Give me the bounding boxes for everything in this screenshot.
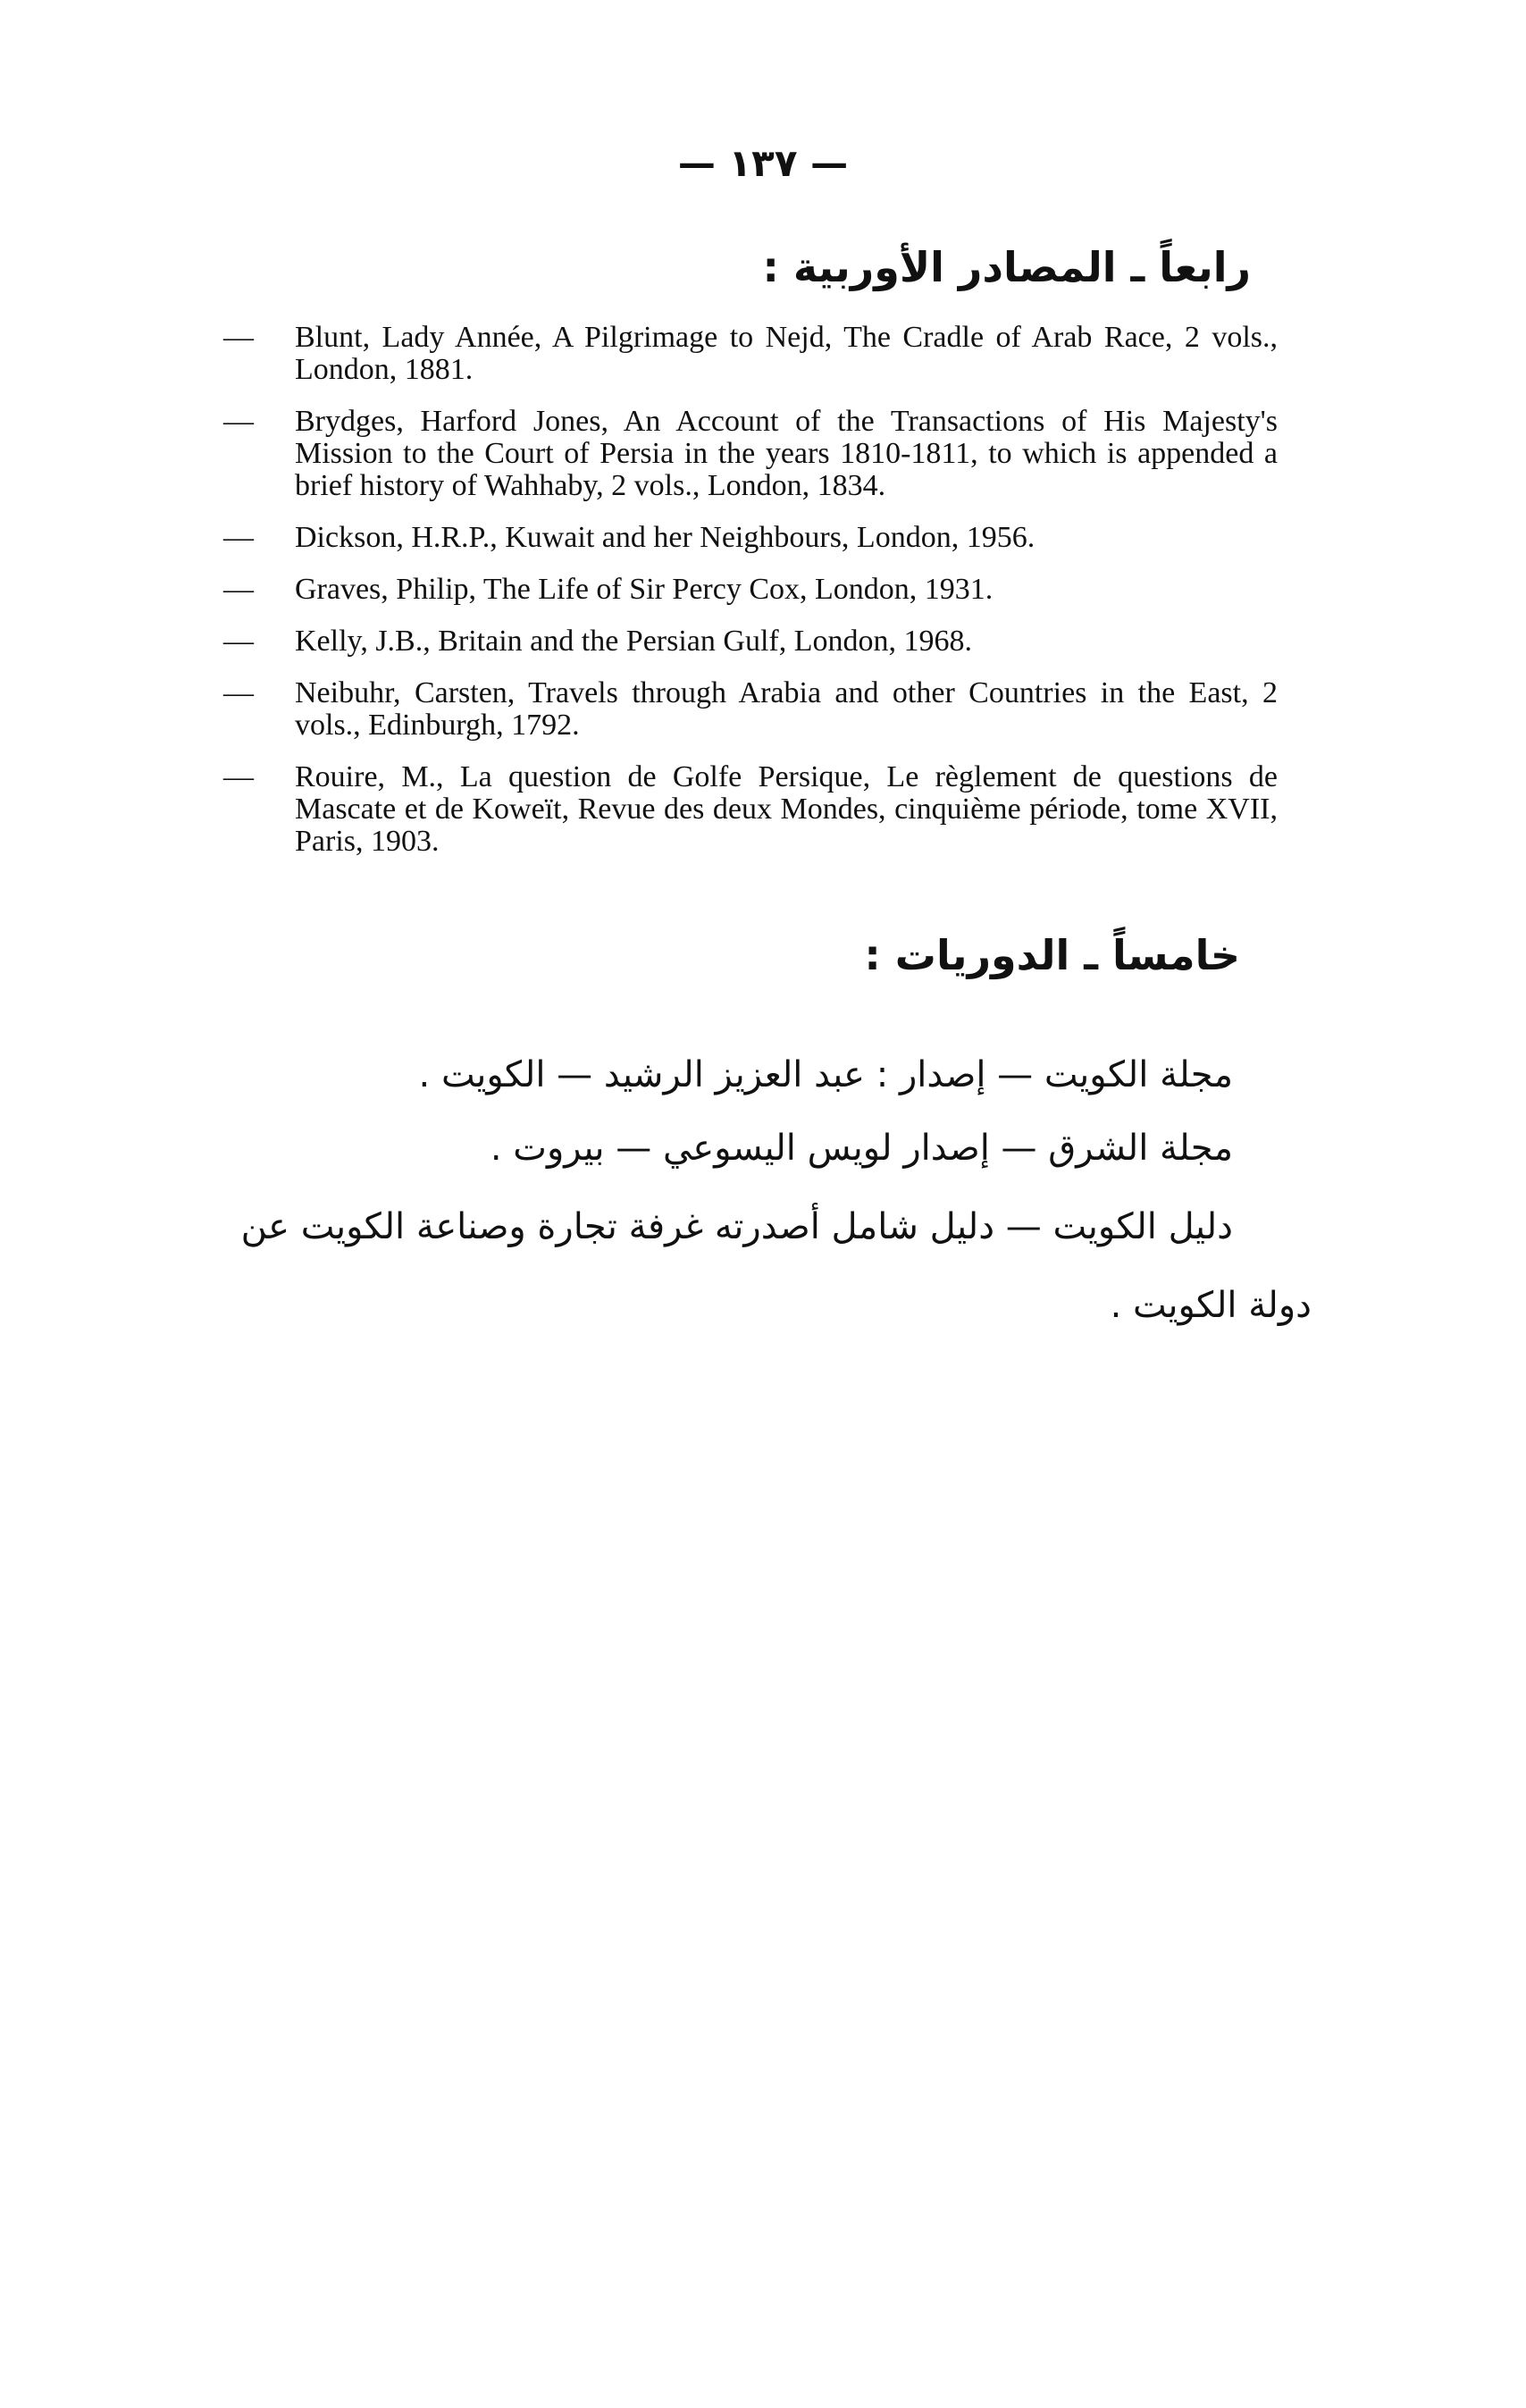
periodical-entry-alsharq-magazine: مجلة الشرق — إصدار لويس اليسوعي — بيروت . (490, 1128, 1233, 1169)
reference-item (223, 761, 1278, 858)
list-dash: — (223, 760, 254, 793)
list-dash: — (223, 521, 254, 554)
reference-text: Dickson, H.R.P., Kuwait and her Neighbours, London, 1956. (295, 521, 1036, 554)
reference-item (223, 677, 1278, 742)
list-dash: — (223, 405, 254, 438)
european-references-list (223, 322, 1278, 877)
reference-text: Neibuhr, Carsten, Travels through Arabia and other Countries in the East, 2 vols., Edinburgh, 1792. (295, 676, 1278, 742)
periodical-entry-kuwait-guide: دليل الكويت — دليل شامل أصدرته غرفة تجارة وصناعة الكويت عن (240, 1206, 1233, 1247)
list-dash: — (223, 321, 254, 354)
reference-text: Graves, Philip, The Life of Sir Percy Cox, London, 1931. (295, 573, 994, 606)
reference-text: Blunt, Lady Année, A Pilgrimage to Nejd, The Cradle of Arab Race, 2 vols., London, 1881. (295, 321, 1278, 386)
section-heading-european-sources: رابعاً ـ المصادر الأوربية : (762, 243, 1251, 291)
page-number: — ١٣٧ — (677, 141, 849, 185)
reference-item (223, 574, 1278, 606)
reference-item (223, 522, 1278, 554)
reference-item (223, 625, 1278, 658)
list-dash: — (223, 573, 254, 606)
reference-text: Rouire, M., La question de Golfe Persique, Le règlement de questions de Mascate et de Koweït, Revue des deux Mondes, cinquième période, tome XVII, Paris, 1903. (295, 760, 1278, 858)
reference-text: Brydges, Harford Jones, An Account of the Transactions of His Majesty's Mission to the Court of Persia in the years 1810-1811, to which is appended a brief history of Wahhaby, 2 vols., London, 1834. (295, 405, 1278, 502)
list-dash: — (223, 625, 254, 658)
periodical-entry-kuwait-magazine: مجلة الكويت — إصدار : عبد العزيز الرشيد — الكويت . (418, 1054, 1233, 1095)
reference-item (223, 406, 1278, 502)
reference-item (223, 322, 1278, 386)
section-heading-periodicals: خامساً ـ الدوريات : (864, 931, 1240, 979)
list-dash: — (223, 676, 254, 709)
periodical-entry-kuwait-guide-continued: دولة الكويت . (1110, 1285, 1312, 1326)
reference-text: Kelly, J.B., Britain and the Persian Gulf, London, 1968. (295, 625, 972, 658)
